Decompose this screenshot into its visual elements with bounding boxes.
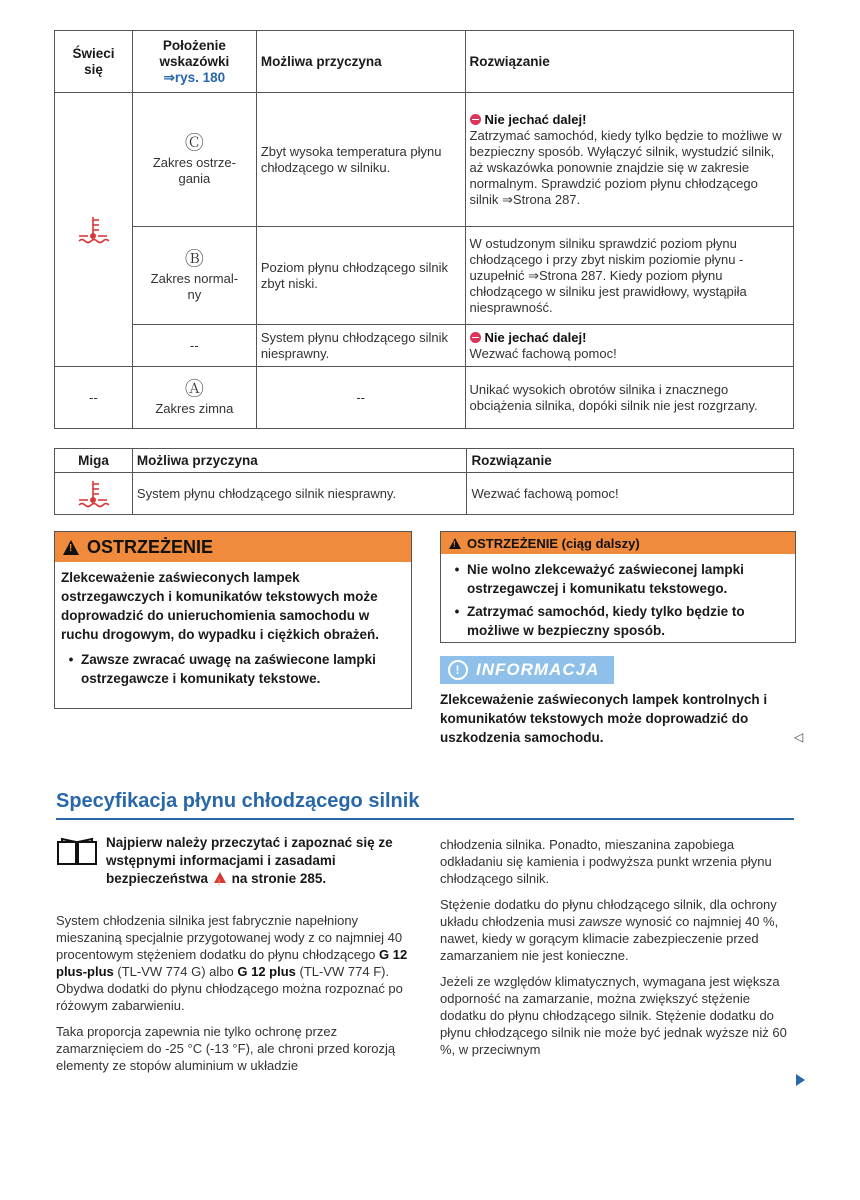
warning-header [441, 532, 795, 554]
info-header [440, 656, 614, 684]
header-needle-line1: Położenie [162, 37, 226, 53]
solution-text: Zatrzymać samochód, kiedy tylko będzie to możliwe w bezpieczny sposób. Wyłączyć silnik, wystudzić silnik, aż wskazówka ponownie znajdzie się w zakresie normalnym. Sprawdzić poziom płynu chłodzącego silnik ⇒Strona 287. [469, 127, 782, 207]
range-c-label: Zakres ostrze-gania [152, 154, 236, 186]
paragraph: chłodzenia silnika. Ponadto, mieszanina zapobiega odkładaniu się kamienia i podwyższa punkt wrzenia płynu chłodzącego silnik. [440, 837, 772, 886]
warning-box [54, 531, 412, 709]
lit-lamp-cell [55, 93, 133, 367]
coolant-spec-g12-plus-plus: G 12 plus-plus [56, 947, 408, 979]
warning-bullet [447, 560, 789, 598]
warning-triangle-icon [449, 538, 461, 549]
paragraph-text: (TL-VW 774 F). Obydwa dodatki do płynu chłodzącego można rozpoznać po różowym zabarwieniu. [56, 964, 403, 1013]
warning-text: Zlekceważenie zaświeconych lampek ostrzegawczych i komunikatów tekstowych może doprowadzić do unieruchomienia samochodu w ruchu drogowym, do wypadku i ciężkich obrażeń. [61, 570, 380, 642]
warning-bullet-text: Nie wolno zlekceważyć zaświeconej lampki ostrzegawczej i komunikatu tekstowego. [467, 562, 744, 596]
header-flashing: Miga [55, 449, 133, 473]
table-row [55, 227, 794, 325]
figure-reference-link[interactable]: ⇒rys. 180 [163, 69, 226, 85]
stop-icon [470, 332, 481, 343]
paragraph: Taka proporcja zapewnia nie tylko ochronę przez zamarznięciem do -25 °C (-13 °F), ale chroni przed korozją elementy ze stopów aluminium w układzie [56, 1024, 396, 1073]
solution-text: Wezwać fachową pomoc! [467, 473, 794, 515]
solution-heading: Nie jechać dalej! [484, 329, 587, 345]
warning-header [55, 532, 411, 562]
intro-text: Najpierw należy przeczytać i zapoznać się ze wstępnymi informacjami i zasadami bezpieczeństwa [106, 835, 393, 886]
table-row [55, 93, 794, 227]
warning-bullet-text: Zatrzymać samochód, kiedy tylko będzie to możliwe w bezpieczny sposób. [467, 604, 745, 638]
info-text: Zlekceważenie zaświeconych lampek kontrolnych i komunikatów tekstowych może doprowadzić do uszkodzenia samochodu. [440, 692, 768, 745]
paragraph-text: (TL-VW 774 G) albo [117, 964, 234, 979]
paragraph-text: System chłodzenia silnika jest fabrycznie napełniony mieszaniną specjalnie przygotowanej wody z co najmniej 40 procentowym stężeniem dodatku do płynu chłodzącego [56, 913, 403, 962]
header-lit-line2: się [84, 61, 103, 77]
stop-icon [470, 114, 481, 125]
coolant-temperature-icon [76, 479, 110, 509]
cause-text: -- [256, 367, 465, 429]
needle-range-none: -- [132, 325, 256, 367]
book-icon [56, 836, 98, 871]
needle-cold-range [132, 367, 256, 429]
cause-text: Zbyt wysoka temperatura płynu chłodzącego w silniku. [256, 93, 465, 227]
body-column-right [440, 836, 792, 1067]
coolant-spec-g12-plus: G 12 plus [237, 964, 296, 979]
solution-text: W ostudzonym silniku sprawdzić poziom płynu chłodzącego i przy zbyt niskim poziomie płynu - uzupełnić ⇒Strona 287. Kiedy poziom płynu chłodzącego w silniku jest prawidłowy, wystąpiła niesprawność. [465, 227, 793, 325]
range-a-symbol: Ⓐ [184, 378, 204, 400]
emphasis-text: zawsze [578, 914, 623, 929]
solution-text: Wezwać fachową pomoc! [469, 345, 617, 361]
body-column-left [56, 912, 408, 1083]
warning-bullet [61, 650, 405, 688]
solution-heading: Nie jechać dalej! [484, 111, 587, 127]
solution-text: Unikać wysokich obrotów silnika i znacznego obciążenia silnika, dopóki silnik nie jest rozgrzany. [465, 367, 793, 429]
header-solution: Rozwiązanie [467, 449, 794, 473]
header-lit-line1: Świeci [72, 45, 115, 61]
header-needle-line2: wskazówki [159, 53, 230, 69]
intro-note [56, 834, 408, 888]
warning-bullet-text: Zawsze zwracać uwagę na zaświecone lampki ostrzegawcze i komunikaty tekstowe. [81, 652, 376, 686]
cause-text: System płynu chłodzącego silnik niesprawny. [132, 473, 467, 515]
indicator-table [54, 30, 794, 429]
table-row [55, 325, 794, 367]
range-c-symbol: Ⓒ [184, 132, 204, 154]
coolant-temperature-icon [76, 215, 110, 245]
needle-normal-range [132, 227, 256, 325]
flashing-table [54, 448, 794, 515]
warning-body [441, 554, 795, 646]
info-icon: ! [448, 660, 468, 680]
cause-text: System płynu chłodzącego silnik niesprawny. [256, 325, 465, 367]
header-lit [55, 31, 133, 93]
range-b-symbol: Ⓑ [184, 248, 204, 270]
bullet-dot: • [454, 562, 460, 577]
paragraph [440, 896, 792, 964]
paragraph: Jeżeli ze względów klimatycznych, wymagana jest większa odporność na zamarzanie, można zwiększyć stężenie dodatku do płynu chłodzącego silnik. Stężenie dodatku do płynu chłodzącego silnik nie może być jednak wyższe niż 60 %, w przeciwnym [440, 974, 787, 1057]
table-row [55, 367, 794, 429]
end-of-section-icon: ◁ [794, 730, 804, 744]
range-a-label: Zakres zimna [155, 400, 234, 416]
cause-text: Poziom płynu chłodzącego silnik zbyt niski. [256, 227, 465, 325]
warning-title: OSTRZEŻENIE (ciąg dalszy) [467, 535, 640, 551]
warning-continued-box [440, 531, 796, 643]
safety-triangle-icon [214, 872, 226, 883]
warning-bullet [447, 602, 789, 640]
flashing-lamp-cell [55, 473, 133, 515]
intro-page-reference[interactable]: na stronie 285. [231, 871, 327, 886]
bullet-dot: • [68, 652, 74, 667]
table-row [55, 473, 794, 515]
lit-lamp-none: -- [55, 367, 133, 429]
table-header-row [55, 31, 794, 93]
paragraph-text: wynosić co najmniej 40 %, nawet, kiedy w gorącym klimacie zabezpieczenie przed zamarzaniem nie jest konieczne. [440, 914, 779, 963]
solution-cell [465, 325, 793, 367]
warning-body [55, 562, 411, 694]
range-b-label: Zakres normal-ny [150, 270, 239, 302]
bullet-dot: • [454, 604, 460, 619]
continue-arrow-icon [796, 1074, 805, 1086]
header-needle-position [132, 31, 256, 93]
header-cause: Możliwa przyczyna [256, 31, 465, 93]
paragraph-text: Stężenie dodatku do płynu chłodzącego silnik, dla ochrony układu chłodzenia musi [440, 897, 777, 929]
solution-cell [465, 93, 793, 227]
warning-title: OSTRZEŻENIE [87, 536, 214, 557]
needle-warning-range [132, 93, 256, 227]
table-header-row [55, 449, 794, 473]
header-solution: Rozwiązanie [465, 31, 793, 93]
header-cause: Możliwa przyczyna [132, 449, 467, 473]
section-rule [56, 818, 794, 820]
paragraph [56, 912, 408, 1014]
section-title: Specyfikacja płynu chłodzącego silnik [56, 790, 420, 812]
warning-triangle-icon [63, 540, 79, 555]
info-title: INFORMACJA [476, 660, 600, 679]
